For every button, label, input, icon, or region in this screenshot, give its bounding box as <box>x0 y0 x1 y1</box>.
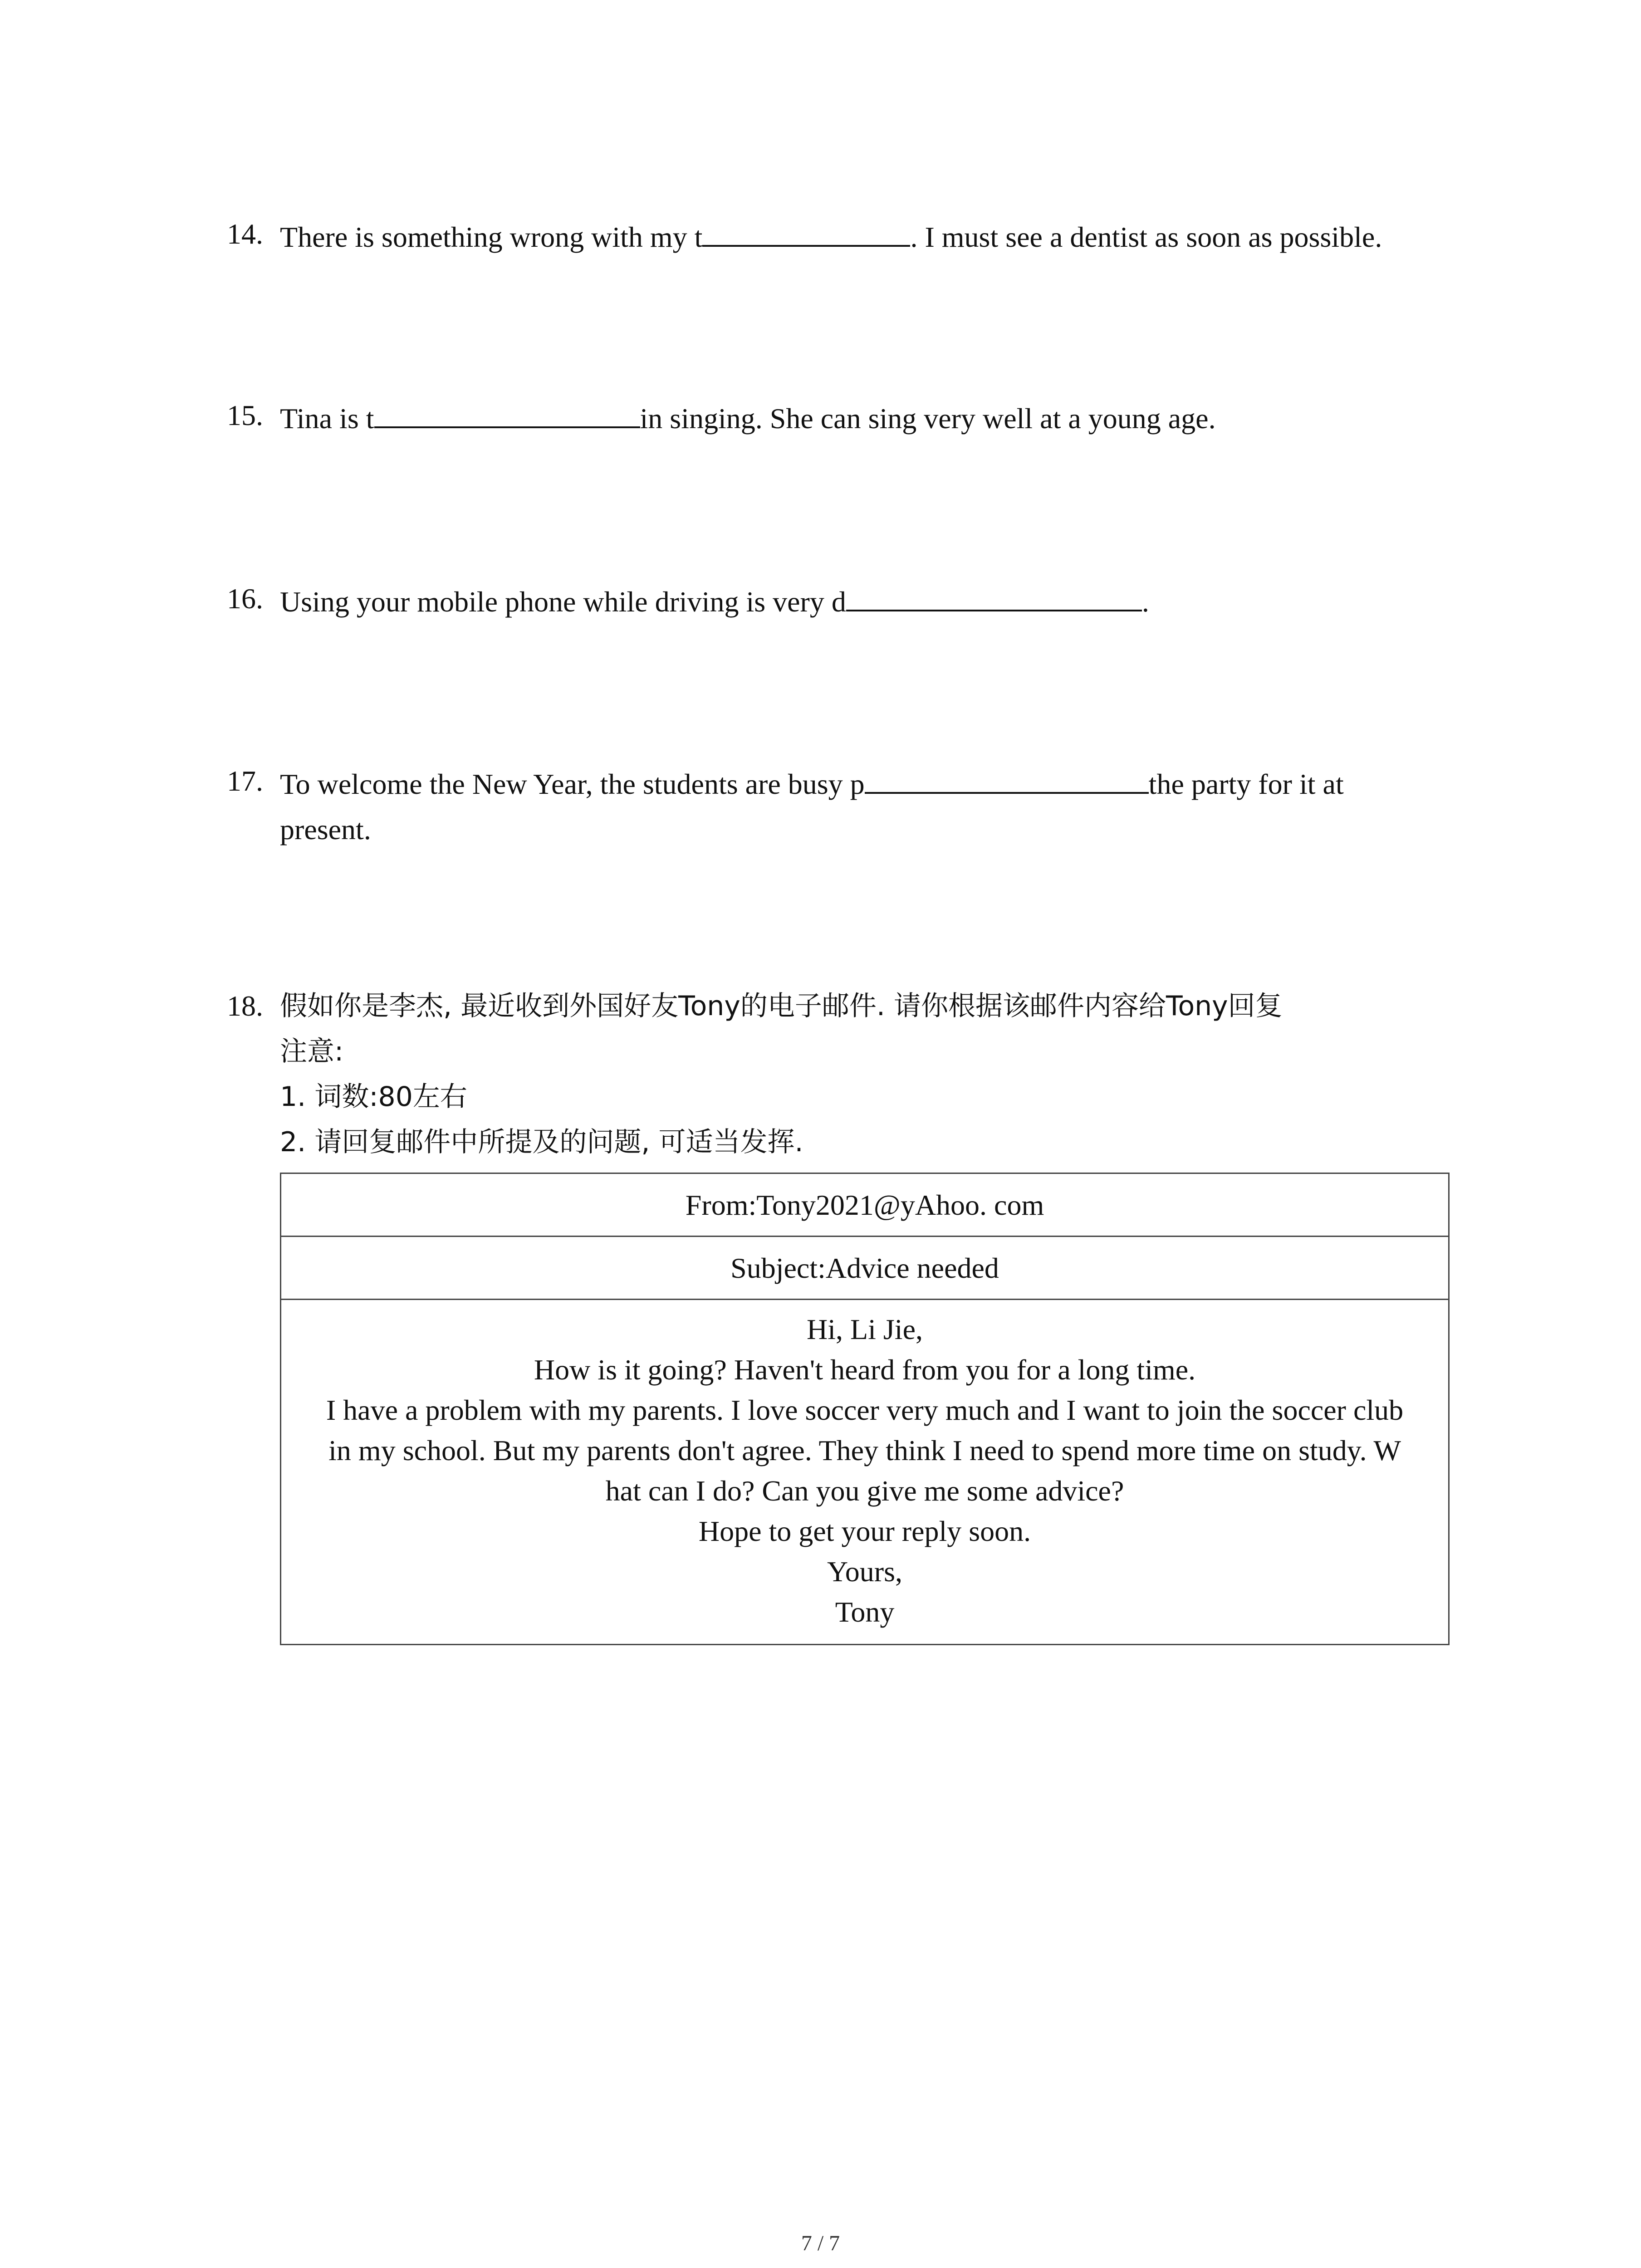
answer-blank[interactable] <box>374 393 640 428</box>
question-text-after: the party for it at <box>1148 768 1344 800</box>
email-subject: Subject:Advice needed <box>281 1237 1449 1300</box>
email-from: From:Tony2021@yAhoo. com <box>281 1173 1449 1237</box>
email-closing: Yours, <box>827 1555 903 1588</box>
question-number: 18. <box>227 990 263 1022</box>
question-text-before: Using your mobile phone while driving is very d <box>280 586 846 618</box>
email-line: I have a problem with my parents. I love soccer very much and I want to join the soccer club <box>326 1394 1404 1426</box>
question-text-before: There is something wrong with my t <box>280 221 703 253</box>
email-line: hat can I do? Can you give me some advice? <box>605 1475 1124 1507</box>
notes-title: 注意: <box>280 1036 344 1067</box>
question-17 <box>227 758 1461 852</box>
question-number: 16. <box>227 582 263 615</box>
answer-blank[interactable] <box>702 211 910 247</box>
question-number: 17. <box>227 765 263 797</box>
question-text-continuation: present. <box>280 813 371 846</box>
question-text-after: . I must see a dentist as soon as possible. <box>910 221 1382 253</box>
question-number: 15. <box>227 399 263 431</box>
answer-blank[interactable] <box>865 758 1149 794</box>
question-number: 14. <box>227 218 263 250</box>
question-16 <box>227 576 1461 625</box>
email-line: How is it going? Haven't heard from you for a long time. <box>534 1354 1196 1386</box>
email-signature: Tony <box>835 1596 895 1628</box>
question-text-before: Tina is t <box>280 402 374 435</box>
note-word-count: 1. 词数:80左右 <box>280 1081 467 1113</box>
email-line: Hope to get your reply soon. <box>698 1515 1031 1547</box>
question-text-after: in singing. She can sing very well at a young age. <box>640 402 1216 435</box>
question-text-after: . <box>1141 586 1149 618</box>
note-reply-questions: 2. 请回复邮件中所提及的问题, 可适当发挥. <box>280 1126 803 1158</box>
page-number: 7 / 7 <box>801 2231 840 2255</box>
email-line: in my school. But my parents don't agree. They think I need to spend more time on study. W <box>328 1434 1401 1466</box>
answer-blank[interactable] <box>846 576 1142 611</box>
question-18 <box>227 983 1461 1165</box>
question-14 <box>227 211 1461 260</box>
email-greeting: Hi, Li Jie, <box>807 1313 923 1345</box>
question-text-before: To welcome the New Year, the students are busy p <box>280 768 865 800</box>
email-table <box>280 1173 1450 1645</box>
writing-prompt: 假如你是李杰, 最近收到外国好友Tony的电子邮件. 请你根据该邮件内容给Tony回复 <box>280 990 1283 1022</box>
question-15 <box>227 393 1461 441</box>
email-body <box>281 1300 1449 1645</box>
